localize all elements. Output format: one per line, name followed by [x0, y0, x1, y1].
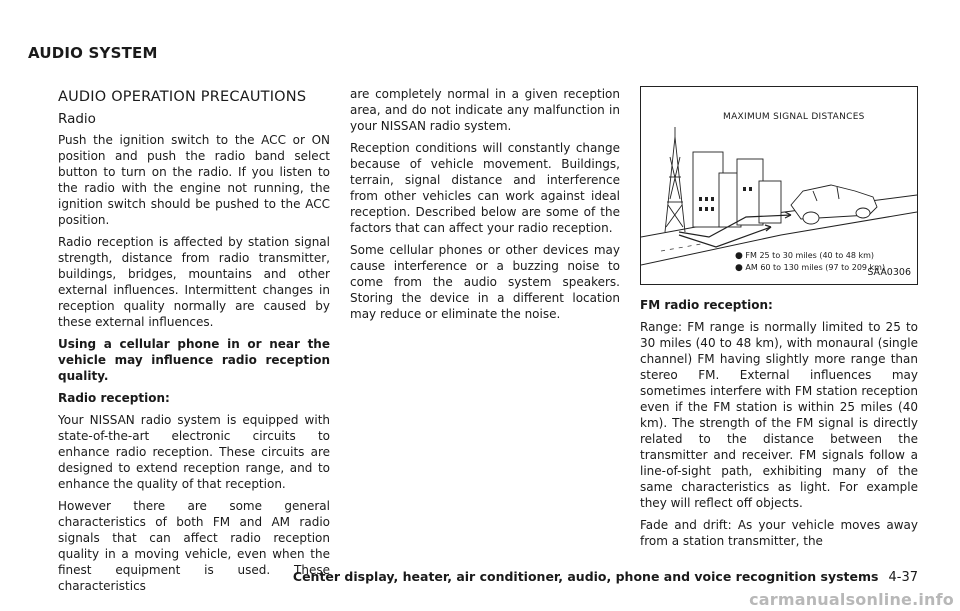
paragraph: Some cellular phones or other devices may cause interference or a buzzing noise to come from the audio system speakers. Storing the device in a different location may reduce or eliminate the noise.	[350, 243, 620, 321]
paragraph: Range: FM range is normally limited to 25 to 30 miles (40 to 48 km), with monaural (single channel) FM having slightly more range than stereo FM. External influences may sometimes interfere with FM station reception even if the FM station is within 25 miles (40 km). The strength of the FM signal is directly related to the distance between the transmitter and receiver. FM signals follow a line-of-sight path, exhibiting many of the same characteristics as light. For example they will reflect off objects.	[640, 320, 918, 510]
page-number: 4-37	[888, 570, 918, 585]
paragraph: Push the ignition switch to the ACC or ON position and push the radio band select button to turn on the radio. If you listen to the radio with the engine not running, the ignition switch should be pushed to the ACC position.	[58, 133, 330, 227]
paragraph: Radio reception is affected by station signal strength, distance from radio transmitter, buildings, bridges, mountains and other external influences. Intermittent changes in reception quality normally are caused by these external influences.	[58, 235, 330, 329]
signal-distance-figure	[640, 86, 918, 285]
section-header: AUDIO SYSTEM	[28, 44, 158, 62]
paragraph: Fade and drift: As your vehicle moves away from a station transmitter, the	[640, 518, 918, 548]
column-right	[640, 86, 918, 555]
figure-code: SAA0306	[867, 267, 911, 278]
section-heading: AUDIO OPERATION PRECAUTIONS	[58, 89, 307, 105]
paragraph-title: FM radio reception:	[640, 298, 773, 312]
paragraph: Your NISSAN radio system is equipped with state-of-the-art electronic circuits to enhance radio reception. These circuits are designed to extend reception range, and to enhance the quality of that reception.	[58, 413, 330, 491]
figure-legend-fm: ● FM 25 to 30 miles (40 to 48 km)	[735, 251, 875, 261]
paragraph: are completely normal in a given reception area, and do not indicate any malfunction in your NISSAN radio system.	[350, 87, 620, 133]
subsection-heading: Radio	[58, 111, 96, 127]
figure-legend-am: ● AM 60 to 130 miles (97 to 209 km)	[735, 263, 886, 273]
paragraph-title: Radio reception:	[58, 391, 170, 405]
watermark: carmanualsonline.info	[749, 590, 954, 609]
figure-title: MAXIMUM SIGNAL DISTANCES	[723, 112, 865, 122]
column-left	[58, 89, 330, 600]
footer-text: Center display, heater, air conditioner, audio, phone and voice recognition systems	[292, 569, 879, 584]
paragraph: However there are some general characteristics of both FM and AM radio signals that can affect radio reception quality in a moving vehicle, even when the finest equipment is used. These characteristics	[58, 499, 330, 593]
column-middle	[350, 86, 620, 328]
bold-note: Using a cellular phone in or near the vehicle may influence radio reception quality.	[58, 337, 330, 383]
page-footer	[0, 569, 918, 585]
paragraph: Reception conditions will constantly change because of vehicle movement. Buildings, terrain, signal distance and interference from other vehicles can work against ideal reception. Described below are some of the factors that can affect your radio reception.	[350, 141, 620, 235]
